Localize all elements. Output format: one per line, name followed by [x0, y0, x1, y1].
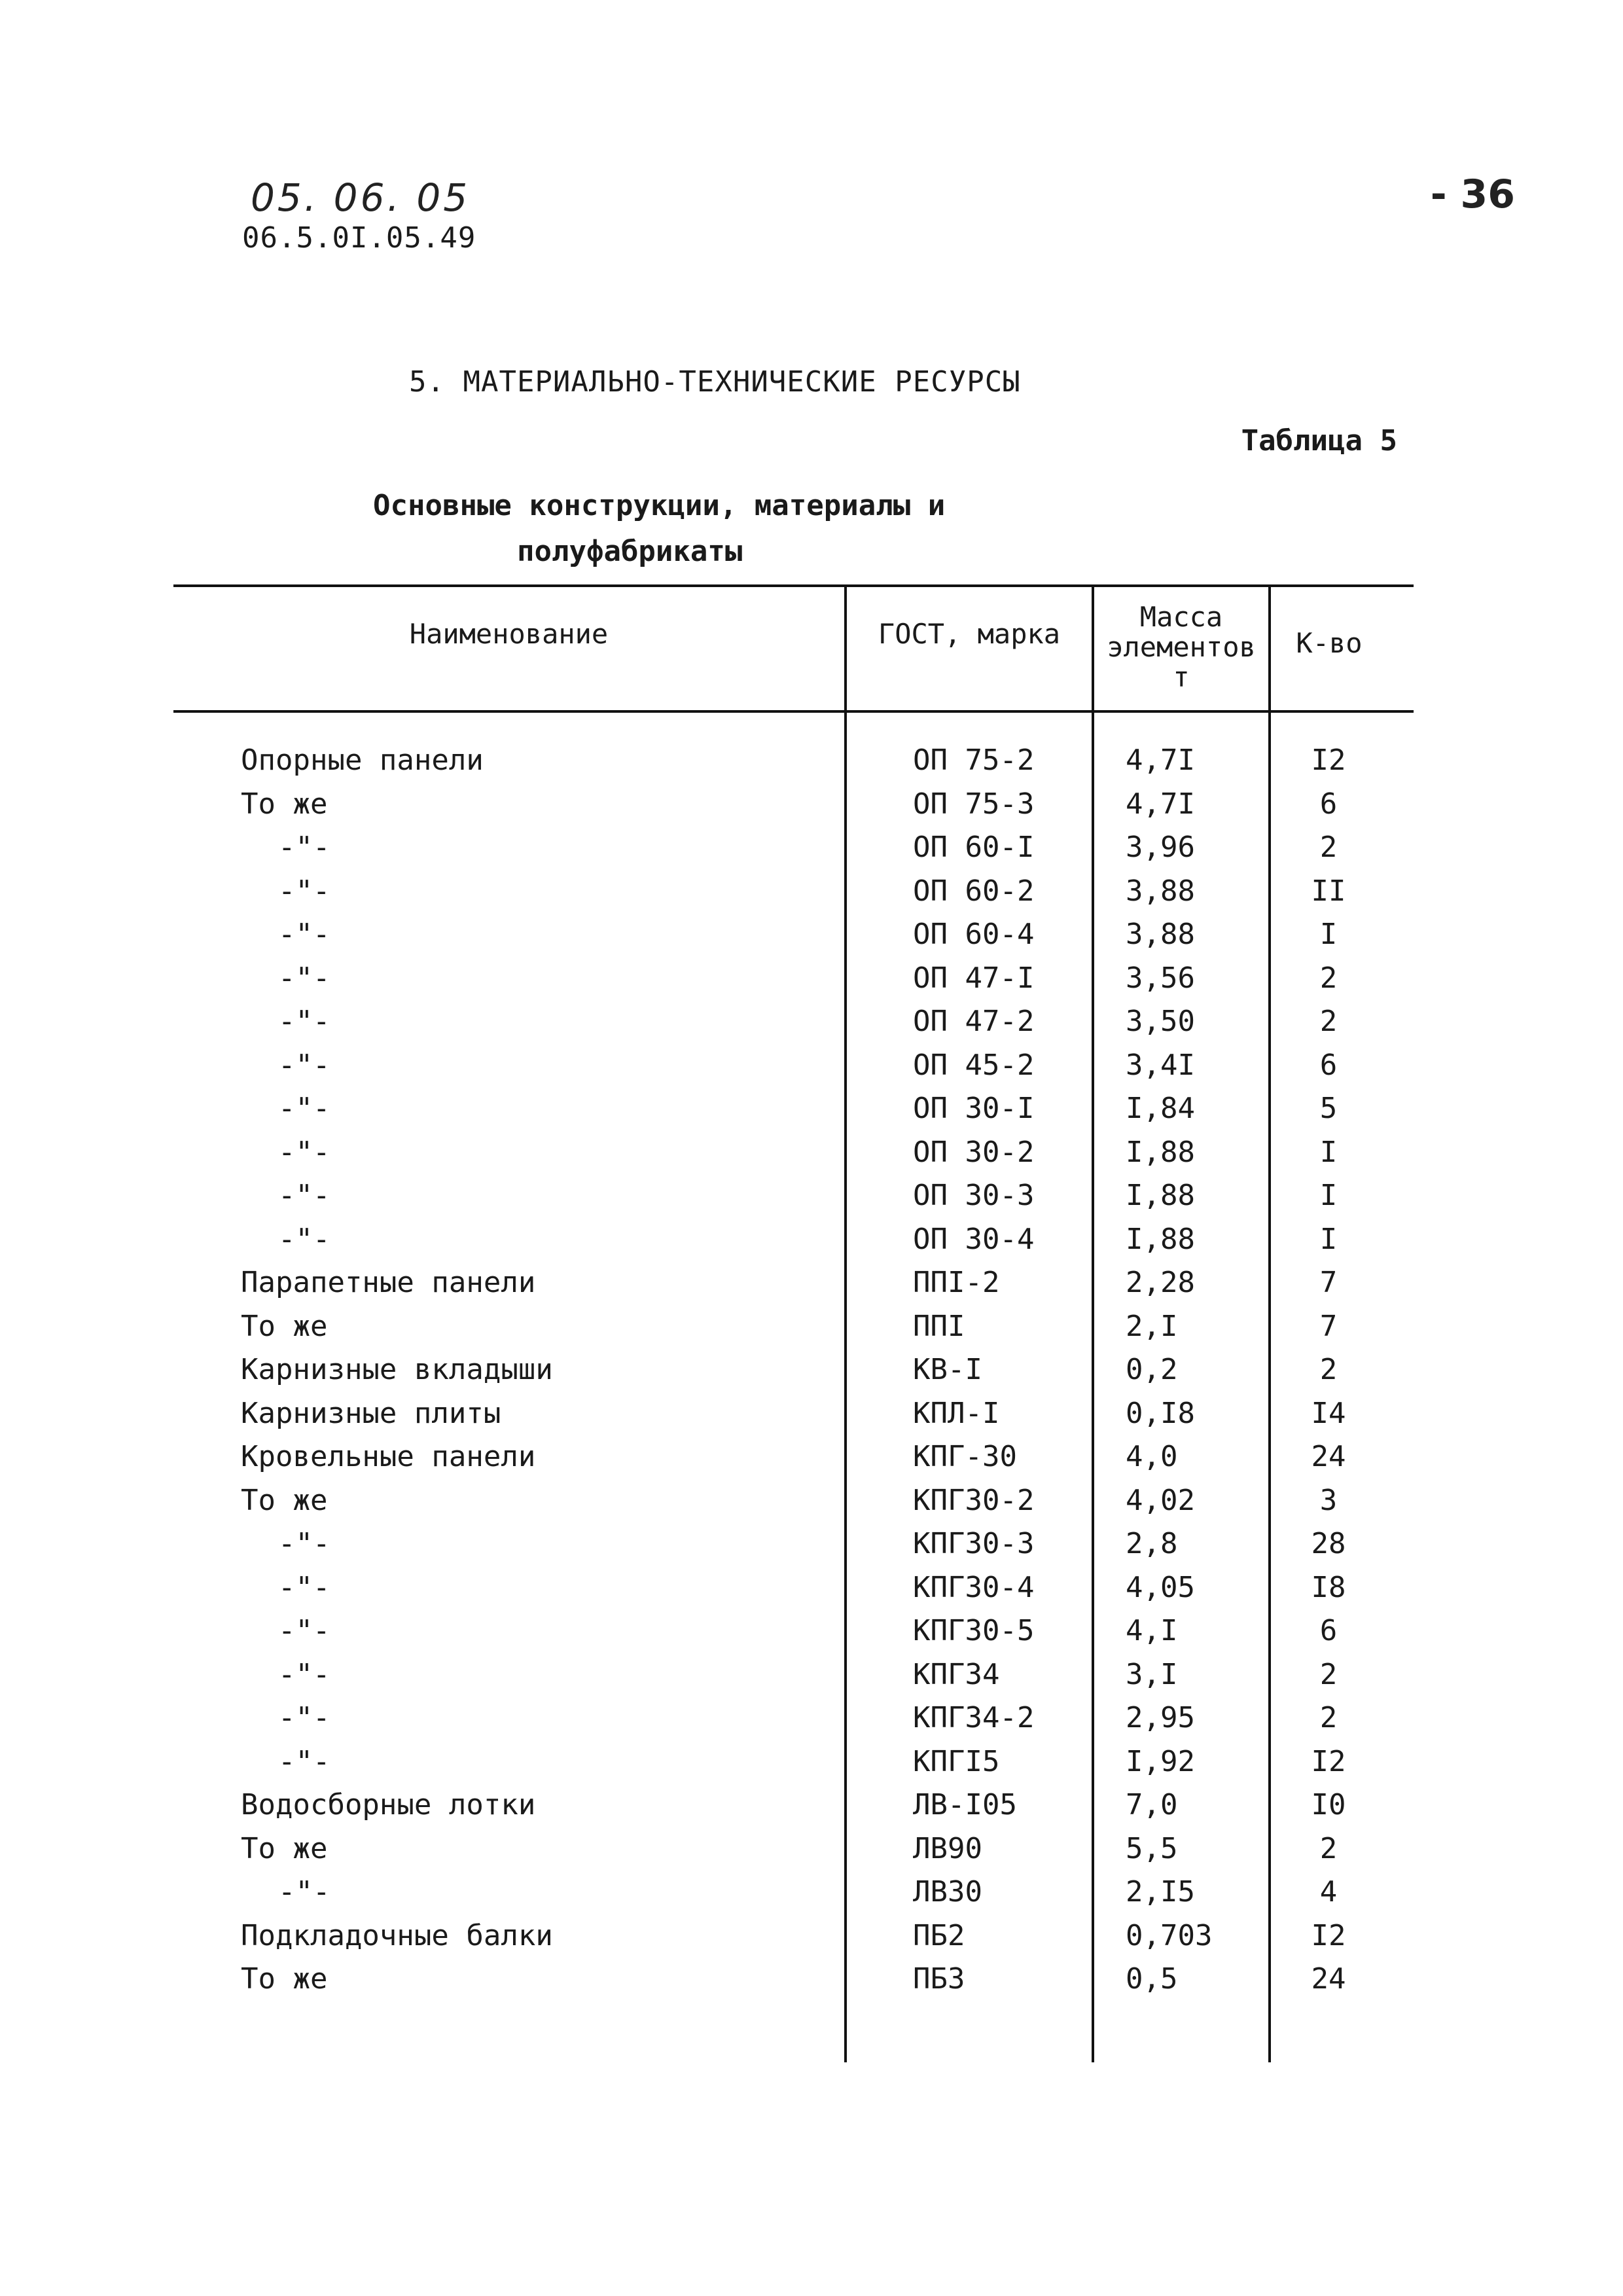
cell-qty: 24	[1311, 1962, 1346, 1996]
cell-gost: КПГ34-2	[913, 1701, 1035, 1734]
cell-name: -"-	[278, 831, 330, 864]
cell-qty: 2	[1319, 831, 1338, 864]
cell-gost: ОП 30-3	[913, 1179, 1035, 1212]
table-row	[0, 1086, 1623, 1130]
table-row	[0, 825, 1623, 869]
cell-name: -"-	[278, 1657, 330, 1691]
cell-gost: ОП 75-2	[913, 744, 1035, 777]
cell-mass: 0,703	[1126, 1918, 1213, 1952]
cell-name: Подкладочные балки	[241, 1918, 553, 1952]
table-label: Таблица 5	[1241, 424, 1397, 457]
table-row	[0, 1827, 1623, 1871]
cell-gost: КПГ30-4	[913, 1570, 1035, 1604]
cell-mass: I,92	[1126, 1744, 1195, 1778]
cell-gost: КПЛ-I	[913, 1396, 1000, 1430]
cell-gost: ОП 75-3	[913, 787, 1035, 821]
cell-gost: ОП 45-2	[913, 1048, 1035, 1082]
cell-name: -"-	[278, 1092, 330, 1125]
table-row	[0, 1479, 1623, 1522]
column-header-mass	[1094, 602, 1268, 692]
table-row	[0, 1348, 1623, 1391]
cell-qty: 2	[1319, 1657, 1338, 1691]
caption-line-1: Основные конструкции, материалы и	[373, 489, 946, 522]
cell-qty: 2	[1319, 1005, 1338, 1038]
column-header-gost: ГОСТ, марка	[878, 618, 1061, 650]
cell-name: -"-	[278, 1570, 330, 1604]
cell-gost: ЛВ90	[913, 1831, 982, 1865]
cell-gost: ОП 30-I	[913, 1092, 1035, 1125]
cell-qty: 24	[1311, 1440, 1346, 1473]
cell-gost: КПГ34	[913, 1657, 1000, 1691]
cell-mass: I,84	[1126, 1092, 1195, 1125]
cell-mass: I,88	[1126, 1135, 1195, 1169]
table-row	[0, 1304, 1623, 1348]
cell-name: -"-	[278, 1179, 330, 1212]
table-row	[0, 1130, 1623, 1174]
cell-mass: 0,I8	[1126, 1396, 1195, 1430]
cell-mass: 2,I5	[1126, 1875, 1195, 1909]
cell-name: -"-	[278, 961, 330, 995]
cell-mass: 3,I	[1126, 1657, 1178, 1691]
cell-name: -"-	[278, 874, 330, 908]
table-row	[0, 1435, 1623, 1479]
cell-name: То же	[241, 1483, 328, 1517]
table-header-rule	[173, 710, 1414, 713]
cell-name: То же	[241, 787, 328, 821]
cell-gost: ПБ2	[913, 1918, 965, 1952]
cell-name: -"-	[278, 1048, 330, 1082]
cell-qty: 2	[1319, 961, 1338, 995]
cell-qty: 6	[1319, 1614, 1338, 1647]
cell-qty: 2	[1319, 1831, 1338, 1865]
cell-name: -"-	[278, 1614, 330, 1647]
table-row	[0, 782, 1623, 826]
table-row	[0, 1609, 1623, 1653]
cell-qty: I4	[1311, 1396, 1346, 1430]
cell-mass: 4,05	[1126, 1570, 1195, 1604]
table-row	[0, 1653, 1623, 1696]
table-row	[0, 1261, 1623, 1304]
table-row	[0, 869, 1623, 913]
cell-qty: 6	[1319, 1048, 1338, 1082]
table-row	[0, 1696, 1623, 1740]
cell-gost: ОП 47-I	[913, 961, 1035, 995]
cell-gost: ППI	[913, 1309, 965, 1343]
cell-mass: 3,56	[1126, 961, 1195, 995]
cell-mass: I,88	[1126, 1179, 1195, 1212]
cell-qty: I2	[1311, 744, 1346, 777]
cell-gost: ПБ3	[913, 1962, 965, 1996]
handwritten-code: 05. 06. 05	[251, 175, 471, 220]
cell-name: -"-	[278, 1527, 330, 1560]
table-row	[0, 1870, 1623, 1914]
cell-name: То же	[241, 1831, 328, 1865]
table-row	[0, 738, 1623, 782]
cell-gost: ОП 30-2	[913, 1135, 1035, 1169]
table-row	[0, 1174, 1623, 1217]
table-caption	[373, 483, 945, 575]
cell-gost: КПГ-30	[913, 1440, 1017, 1473]
cell-gost: КВ-I	[913, 1353, 982, 1386]
cell-qty: I0	[1311, 1788, 1346, 1821]
cell-qty: I2	[1311, 1744, 1346, 1778]
cell-qty: I	[1319, 1179, 1338, 1212]
cell-gost: ЛВ30	[913, 1875, 982, 1909]
cell-name: То же	[241, 1309, 328, 1343]
cell-name: -"-	[278, 1744, 330, 1778]
column-header-name: Наименование	[409, 618, 609, 650]
cell-gost: ОП 60-I	[913, 831, 1035, 864]
table-row	[0, 1566, 1623, 1609]
cell-qty: I	[1319, 1222, 1338, 1256]
cell-mass: 4,0	[1126, 1440, 1178, 1473]
table-row	[0, 1522, 1623, 1566]
cell-qty: I	[1319, 1135, 1338, 1169]
table-row	[0, 999, 1623, 1043]
column-header-mass-line-1: Масса	[1139, 601, 1223, 633]
cell-qty: 7	[1319, 1266, 1338, 1299]
cell-mass: 2,I	[1126, 1309, 1178, 1343]
cell-gost: ППI-2	[913, 1266, 1000, 1299]
cell-gost: ОП 47-2	[913, 1005, 1035, 1038]
cell-mass: 2,8	[1126, 1527, 1178, 1560]
table-row	[0, 956, 1623, 1000]
table-row	[0, 1391, 1623, 1435]
cell-mass: 4,02	[1126, 1483, 1195, 1517]
cell-name: Опорные панели	[241, 744, 484, 777]
table-row	[0, 1914, 1623, 1958]
cell-name: -"-	[278, 1701, 330, 1734]
cell-qty: 6	[1319, 787, 1338, 821]
cell-mass: 3,96	[1126, 831, 1195, 864]
cell-name: -"-	[278, 1005, 330, 1038]
column-header-mass-line-2: элементов	[1107, 631, 1256, 663]
table-row	[0, 1740, 1623, 1784]
cell-name: -"-	[278, 1875, 330, 1909]
cell-mass: 4,7I	[1126, 744, 1195, 777]
column-header-qty: К-во	[1296, 627, 1363, 659]
table-body	[0, 738, 1623, 2001]
cell-qty: I2	[1311, 1918, 1346, 1952]
cell-qty: I8	[1311, 1570, 1346, 1604]
cell-mass: 3,88	[1126, 874, 1195, 908]
cell-qty: 2	[1319, 1353, 1338, 1386]
cell-name: Карнизные вкладыши	[241, 1353, 553, 1386]
cell-name: -"-	[278, 918, 330, 951]
cell-gost: КПГ30-3	[913, 1527, 1035, 1560]
table-row	[0, 1217, 1623, 1261]
cell-name: Карнизные плиты	[241, 1396, 501, 1430]
cell-mass: 3,4I	[1126, 1048, 1195, 1082]
cell-mass: 4,I	[1126, 1614, 1178, 1647]
table-row	[0, 1957, 1623, 2001]
cell-mass: I,88	[1126, 1222, 1195, 1256]
cell-mass: 0,5	[1126, 1962, 1178, 1996]
cell-mass: 5,5	[1126, 1831, 1178, 1865]
page-number: - 36	[1430, 171, 1515, 217]
cell-gost: КПГ30-5	[913, 1614, 1035, 1647]
cell-gost: КПГI5	[913, 1744, 1000, 1778]
cell-qty: II	[1311, 874, 1346, 908]
cell-name: -"-	[278, 1222, 330, 1256]
cell-qty: 3	[1319, 1483, 1338, 1517]
cell-gost: ОП 30-4	[913, 1222, 1035, 1256]
cell-name: Кровельные панели	[241, 1440, 536, 1473]
cell-qty: 7	[1319, 1309, 1338, 1343]
table-row	[0, 912, 1623, 956]
cell-qty: 5	[1319, 1092, 1338, 1125]
cell-name: -"-	[278, 1135, 330, 1169]
cell-name: Водосборные лотки	[241, 1788, 536, 1821]
cell-mass: 2,95	[1126, 1701, 1195, 1734]
cell-name: То же	[241, 1962, 328, 1996]
document-code: 06.5.0I.05.49	[242, 221, 476, 255]
cell-gost: ОП 60-4	[913, 918, 1035, 951]
cell-qty: I	[1319, 918, 1338, 951]
cell-mass: 3,88	[1126, 918, 1195, 951]
column-header-mass-line-3: т	[1173, 661, 1190, 693]
cell-qty: 4	[1319, 1875, 1338, 1909]
cell-gost: ОП 60-2	[913, 874, 1035, 908]
cell-mass: 3,50	[1126, 1005, 1195, 1038]
cell-qty: 28	[1311, 1527, 1346, 1560]
cell-mass: 7,0	[1126, 1788, 1178, 1821]
table-row	[0, 1043, 1623, 1087]
cell-mass: 0,2	[1126, 1353, 1178, 1386]
cell-mass: 4,7I	[1126, 787, 1195, 821]
section-title: 5. МАТЕРИАЛЬНО-ТЕХНИЧЕСКИЕ РЕСУРСЫ	[409, 365, 1021, 399]
cell-mass: 2,28	[1126, 1266, 1195, 1299]
table-row	[0, 1783, 1623, 1827]
cell-gost: ЛВ-I05	[913, 1788, 1017, 1821]
cell-name: Парапетные панели	[241, 1266, 536, 1299]
cell-gost: КПГ30-2	[913, 1483, 1035, 1517]
table-top-rule	[173, 584, 1414, 587]
cell-qty: 2	[1319, 1701, 1338, 1734]
caption-line-2: полуфабрикаты	[517, 535, 743, 568]
